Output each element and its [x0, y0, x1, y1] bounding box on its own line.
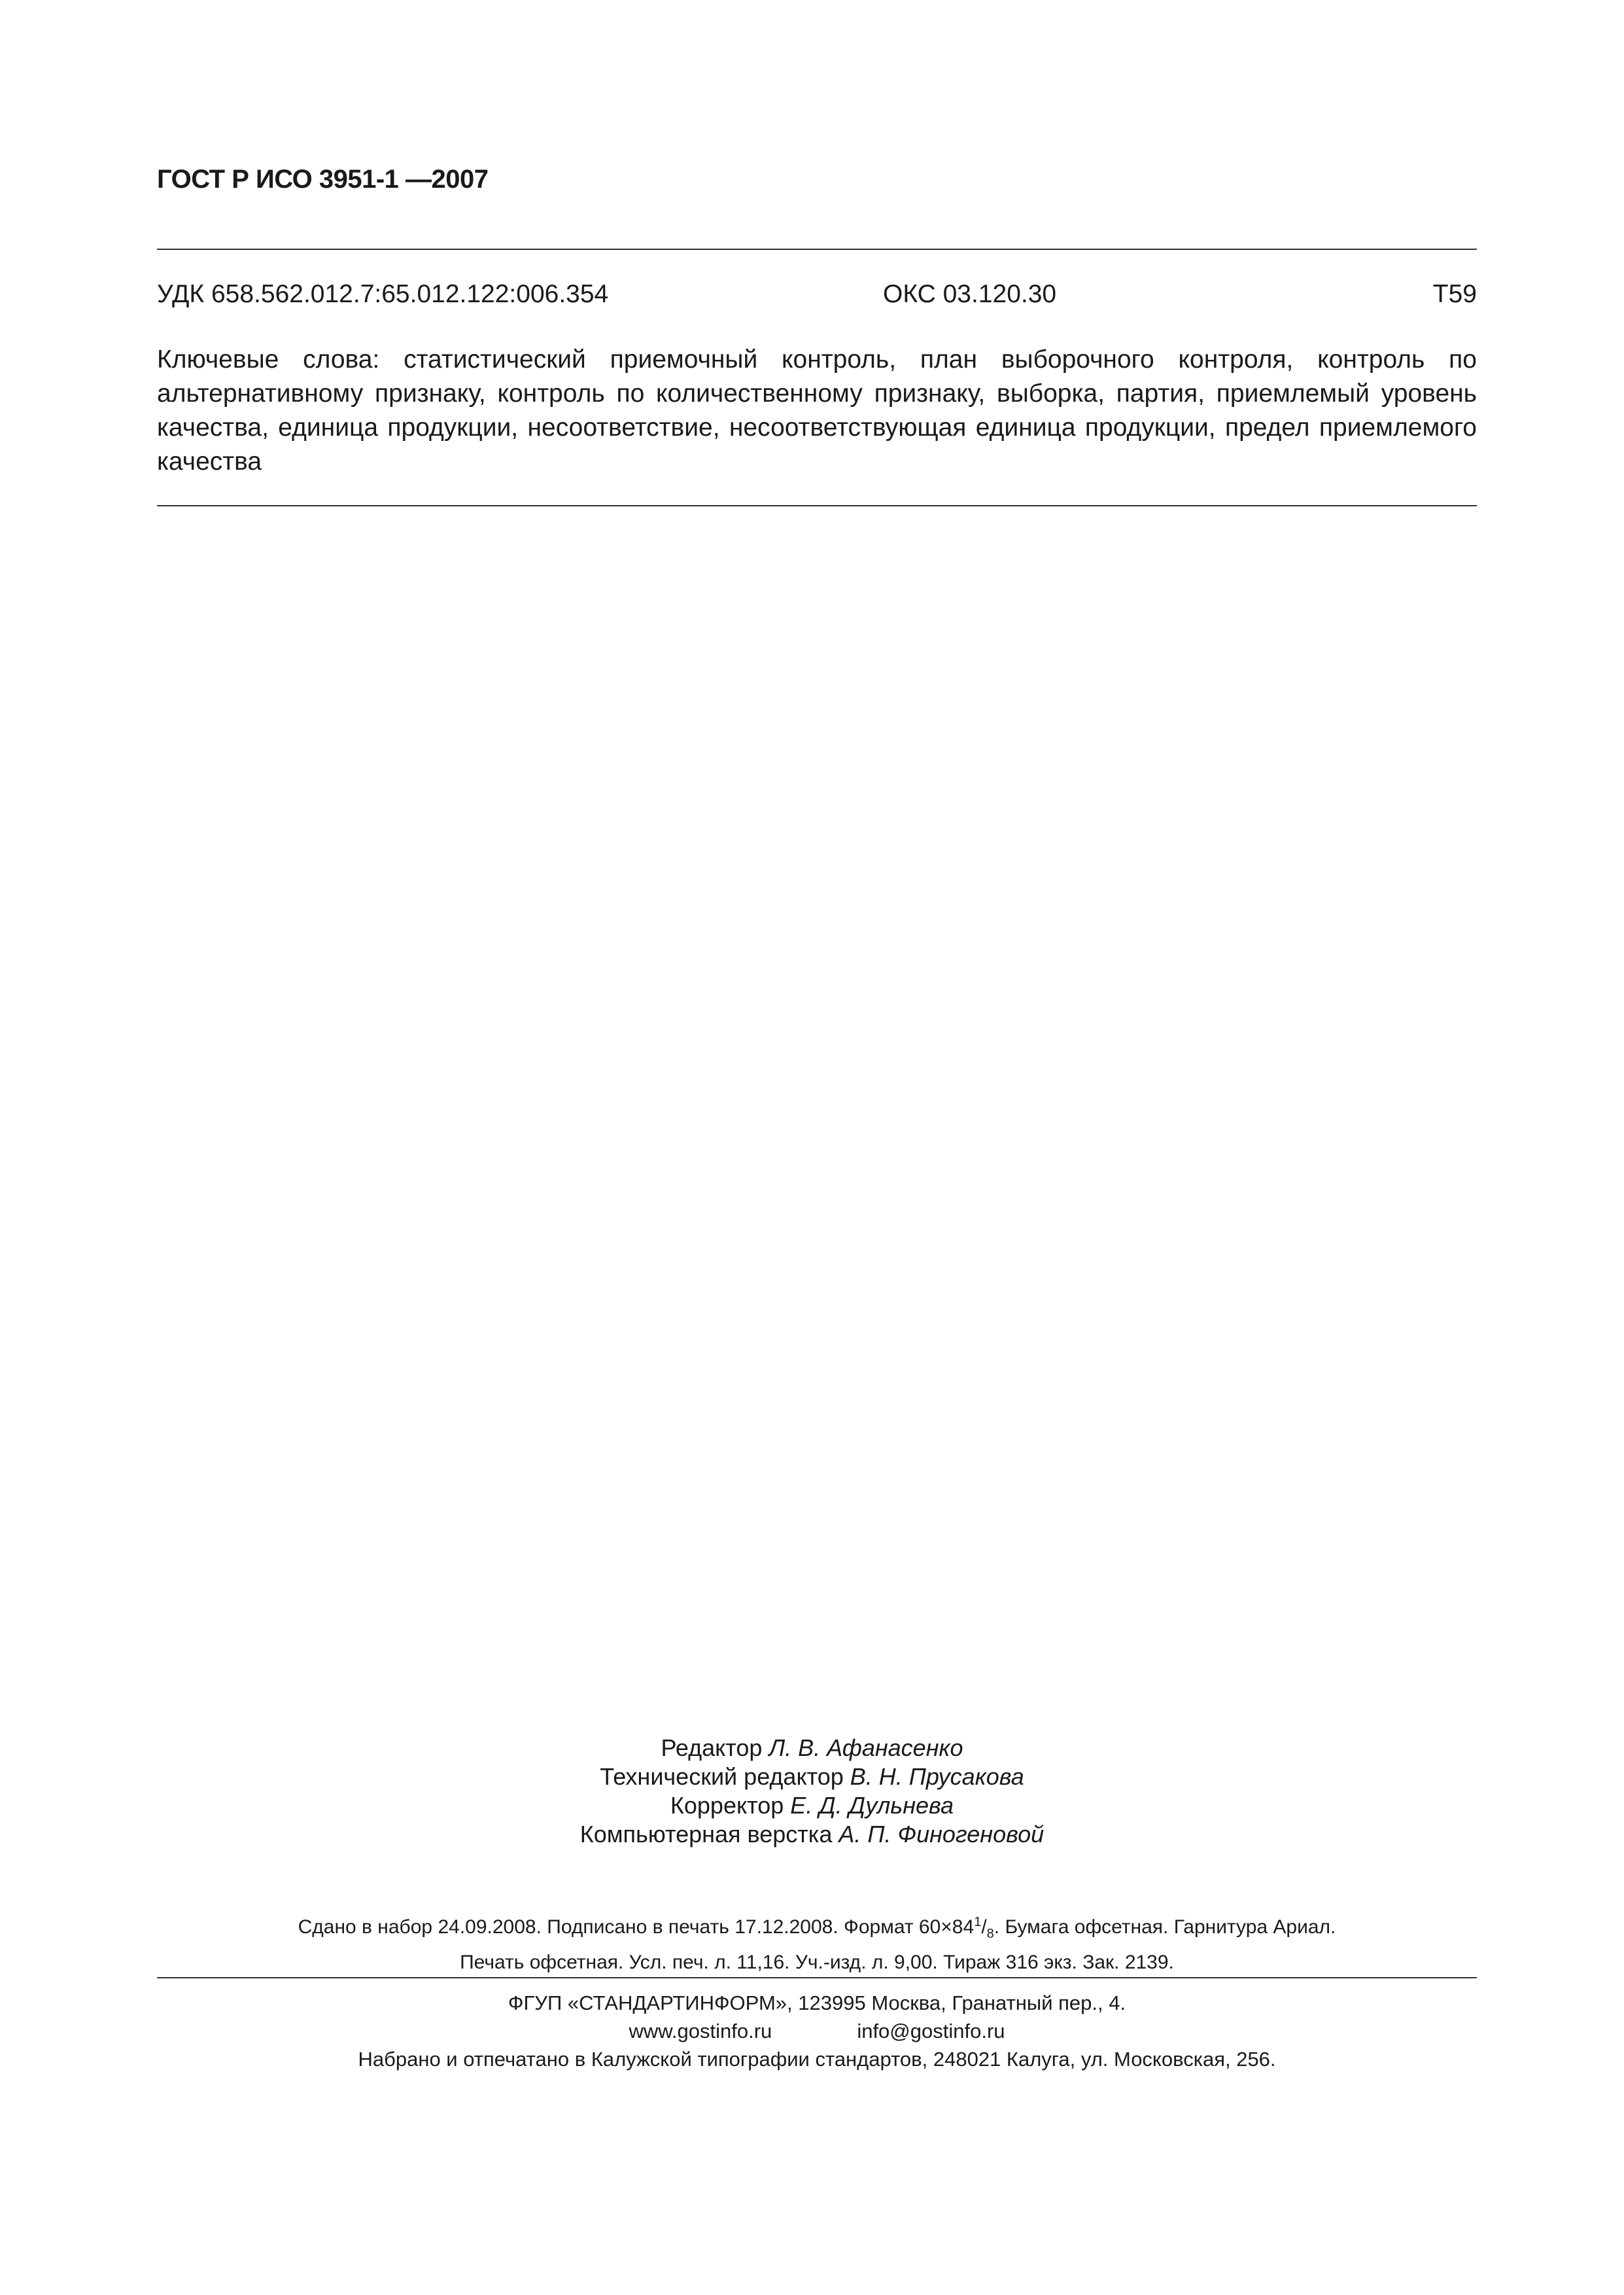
publisher-contacts [157, 2017, 1477, 2045]
credit-role: Корректор [670, 1792, 784, 1819]
publisher-address: ФГУП «СТАНДАРТИНФОРМ», 123995 Москва, Гранатный пер., 4. [508, 1991, 1126, 2014]
top-divider [157, 249, 1477, 250]
t-code: Т59 [1432, 280, 1477, 308]
credit-name: В. Н. Прусакова [850, 1763, 1024, 1790]
print-info-line-1: Сдано в набор 24.09.2008. Подписано в печать 17.12.2008. Формат $60\times 84^1/_8$. Бумага офсетная. Гарнитура Ариал. [298, 1915, 1336, 1941]
email-link[interactable]: info@gostinfo.ru [857, 2020, 1005, 2042]
oks-code: ОКС 03.120.30 [883, 280, 1057, 308]
credit-name: Е. Д. Дульнева [790, 1792, 954, 1819]
credit-role: Компьютерная верстка [579, 1821, 833, 1848]
format-fraction-denominator: 8 [986, 1927, 994, 1941]
udk-code: УДК 658.562.012.7:65.012.122:006.354 [157, 280, 609, 308]
classification-row [157, 280, 1477, 313]
credit-line-tech-editor [0, 1762, 1624, 1791]
credit-line-corrector [0, 1791, 1624, 1820]
print-info-text: Сдано в набор 24.09.2008. Подписано в печать 17.12.2008. Формат 60×84 [298, 1916, 975, 1938]
keywords-divider [157, 505, 1477, 506]
print-info-block [157, 1908, 1477, 1977]
publisher-block [157, 1989, 1477, 2073]
credit-role: Редактор [661, 1734, 763, 1761]
printing-house: Набрано и отпечатано в Калужской типографии стандартов, 248021 Калуга, ул. Московская, 256. [358, 2048, 1276, 2071]
document-code: ГОСТ Р ИСО 3951-1 —2007 [157, 165, 489, 194]
credit-line-editor [0, 1734, 1624, 1762]
credit-name: Л. В. Афанасенко [769, 1734, 963, 1761]
website-link[interactable]: www.gostinfo.ru [629, 2020, 772, 2042]
credits-block [0, 1734, 1624, 1849]
credit-role: Технический редактор [600, 1763, 844, 1790]
bottom-divider [157, 1977, 1477, 1978]
print-info-text: . Бумага офсетная. Гарнитура Ариал. [993, 1916, 1336, 1938]
format-fraction-numerator: 1 [974, 1915, 982, 1929]
keywords-paragraph: Ключевые слова: статистический приемочный контроль, план выборочного контроля, контроль по альтернативному признаку, контроль по количественному признаку, выборка, партия, приемлемый уровень качества, единица продукции, несоответствие, несоответствующая единица продукции, предел приемлемого качества [157, 345, 1477, 476]
credit-name: А. П. Финогеновой [838, 1821, 1045, 1848]
print-info-line-2: Печать офсетная. Усл. печ. л. 11,16. Уч.-изд. л. 9,00. Тираж 316 экз. Зак. 2139. [460, 1952, 1174, 1973]
credit-line-layout [0, 1820, 1624, 1849]
